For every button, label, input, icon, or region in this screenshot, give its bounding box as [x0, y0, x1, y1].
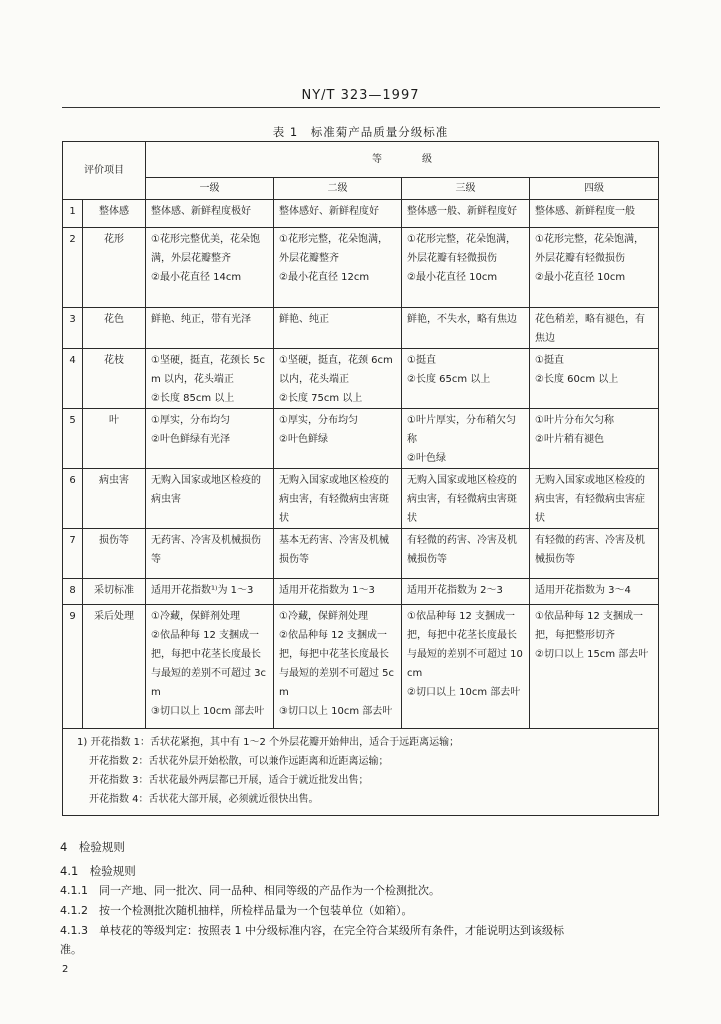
cell-text: ②切口以上 10cm 部去叶: [407, 687, 521, 698]
paragraph-4-1-3: 4.1.3 单枝花的等级判定：按照表 1 中分级标准内容，在完全符合某级所有条件，才能说明达到该级标: [60, 924, 564, 937]
table-notes: [63, 729, 659, 816]
cell-text: ①挺直: [535, 355, 564, 366]
paragraph-4-1-3-cont: 准。: [60, 943, 82, 956]
cell-text: 花色稍差，略有褪色，有焦边: [535, 314, 645, 344]
grade-4-cell: [530, 349, 659, 409]
cell-text: ③切口以上 10cm 部去叶: [151, 706, 265, 717]
grade-3-cell: [402, 469, 530, 529]
paragraph-4-1-1: 4.1.1 同一产地、同一批次、同一品种、相同等级的产品作为一个检测批次。: [60, 884, 440, 897]
grading-table: [62, 141, 659, 816]
row-item: 花枝: [83, 349, 146, 409]
cell-text: ②长度 85cm 以上: [151, 393, 235, 404]
row-number: 8: [63, 579, 83, 605]
cell-text: 适用开花指数为 3～4: [535, 585, 631, 596]
page-number: 2: [62, 964, 69, 975]
cell-text: ①依品种每 12 支捆成一把，每把中花茎长度最长与最短的差别不可超过 10cm: [407, 611, 523, 679]
row-item: 叶: [83, 409, 146, 469]
row-number: 1: [63, 200, 83, 228]
row-number: 3: [63, 308, 83, 349]
cell-text: ①花形完整，花朵饱满，外层花瓣有轻微损伤: [535, 234, 644, 264]
grade-1-cell: [146, 529, 274, 579]
table-row: [63, 308, 659, 349]
table-row: [63, 605, 659, 729]
row-number: 6: [63, 469, 83, 529]
cell-text: 整体感、新鲜程度极好: [151, 206, 251, 217]
cell-text: ①依品种每 12 支捆成一把，每把整形切齐: [535, 611, 644, 641]
paragraph-4-1-2: 4.1.2 按一个检测批次随机抽样，所检样品量为一个包装单位（如箱）。: [60, 904, 413, 917]
table-row: [63, 409, 659, 469]
grade-2-cell: [274, 228, 402, 308]
grade-3-cell: [402, 349, 530, 409]
cell-text: 适用开花指数为 1～3: [279, 585, 375, 596]
cell-text: 适用开花指数¹⁾为 1～3: [151, 585, 254, 596]
cell-text: 有轻微的药害、冷害及机械损伤等: [407, 535, 517, 565]
cell-text: ①花形完整优美，花朵饱满，外层花瓣整齐: [151, 234, 260, 264]
table-row: [63, 200, 659, 228]
grade-4-cell: [530, 605, 659, 729]
grade-4-cell: [530, 579, 659, 605]
grade-3-cell: [402, 308, 530, 349]
cell-text: ②长度 65cm 以上: [407, 374, 491, 385]
grade-2-cell: [274, 529, 402, 579]
cell-text: 鲜艳，不失水，略有焦边: [407, 314, 517, 325]
grade-1-cell: [146, 409, 274, 469]
row-item: 采切标准: [83, 579, 146, 605]
cell-text: ①花形完整，花朵饱满，外层花瓣整齐: [279, 234, 388, 264]
row-number: 5: [63, 409, 83, 469]
row-item: 采后处理: [83, 605, 146, 729]
grade-1-cell: [146, 605, 274, 729]
header-rule: [62, 107, 660, 108]
grade-4-cell: [530, 200, 659, 228]
grade-3-cell: [402, 529, 530, 579]
grade-3-header: 三级: [402, 178, 530, 200]
cell-text: ①叶片分布欠匀称: [535, 415, 614, 426]
cell-text: 适用开花指数为 2～3: [407, 585, 503, 596]
row-number: 9: [63, 605, 83, 729]
header-grade: 等 级: [146, 142, 659, 178]
grade-2-cell: [274, 349, 402, 409]
cell-text: ②长度 75cm 以上: [279, 393, 363, 404]
grade-4-cell: [530, 529, 659, 579]
cell-text: ③切口以上 10cm 部去叶: [279, 706, 393, 717]
grade-1-cell: [146, 349, 274, 409]
section-heading: 4 检验规则: [60, 840, 125, 854]
row-item: 花形: [83, 228, 146, 308]
cell-text: ②依品种每 12 支捆成一把，每把中花茎长度最长与最短的差别不可超过 5cm: [279, 630, 395, 698]
note-line: 开花指数 4：舌状花大部开展，必须就近很快出售。: [89, 794, 319, 805]
row-item: 病虫害: [83, 469, 146, 529]
table-row: [63, 579, 659, 605]
grade-4-header: 四级: [530, 178, 659, 200]
cell-text: ②最小花直径 14cm: [151, 272, 242, 283]
cell-text: 鲜艳、纯正，带有光泽: [151, 314, 251, 325]
row-number: 7: [63, 529, 83, 579]
grade-2-header: 二级: [274, 178, 402, 200]
table-row: [63, 529, 659, 579]
cell-text: 无购入国家或地区检疫的病虫害，有轻微病虫害斑状: [279, 475, 389, 524]
grade-2-cell: [274, 308, 402, 349]
cell-text: ②叶色鲜绿: [279, 434, 328, 445]
grade-1-cell: [146, 228, 274, 308]
note-line: 开花指数 2：舌状花外层开始松散，可以兼作远距离和近距离运输；: [89, 756, 389, 767]
row-number: 2: [63, 228, 83, 308]
cell-text: 整体感一般、新鲜程度好: [407, 206, 517, 217]
table-row: [63, 349, 659, 409]
cell-text: 无购入国家或地区检疫的病虫害，有轻微病虫害症状: [535, 475, 645, 524]
grade-1-cell: [146, 469, 274, 529]
row-item: 花色: [83, 308, 146, 349]
grade-2-cell: [274, 605, 402, 729]
cell-text: ①挺直: [407, 355, 436, 366]
cell-text: ②叶色绿: [407, 453, 446, 464]
cell-text: 无药害、冷害及机械损伤等: [151, 535, 261, 565]
grade-1-cell: [146, 308, 274, 349]
grade-4-cell: [530, 308, 659, 349]
grade-2-cell: [274, 469, 402, 529]
cell-text: 有轻微的药害、冷害及机械损伤等: [535, 535, 645, 565]
row-item: 整体感: [83, 200, 146, 228]
grade-4-cell: [530, 409, 659, 469]
grade-3-cell: [402, 605, 530, 729]
cell-text: ②最小花直径 10cm: [407, 272, 498, 283]
cell-text: 无购入国家或地区检疫的病虫害: [151, 475, 261, 505]
cell-text: 基本无药害、冷害及机械损伤等: [279, 535, 389, 565]
table-row: [63, 228, 659, 308]
cell-text: ①坚硬，挺直，花颈长 5cm 以内，花头端正: [151, 355, 266, 385]
cell-text: ②最小花直径 10cm: [535, 272, 626, 283]
cell-text: ①花形完整，花朵饱满，外层花瓣有轻微损伤: [407, 234, 516, 264]
grade-3-cell: [402, 228, 530, 308]
cell-text: ①叶片厚实，分布稍欠匀称: [407, 415, 516, 445]
cell-text: ①冷藏，保鲜剂处理: [279, 611, 368, 622]
grade-4-cell: [530, 228, 659, 308]
grade-4-cell: [530, 469, 659, 529]
cell-text: ②叶色鲜绿有光泽: [151, 434, 230, 445]
cell-text: ①冷藏，保鲜剂处理: [151, 611, 240, 622]
cell-text: 无购入国家或地区检疫的病虫害，有轻微病虫害斑状: [407, 475, 517, 524]
grade-1-cell: [146, 200, 274, 228]
cell-text: ②最小花直径 12cm: [279, 272, 370, 283]
note-line: 1) 开花指数 1：舌状花紧抱，其中有 1～2 个外层花瓣开始伸出，适合于远距离运输；: [77, 737, 460, 748]
standard-code: NY/T 323—1997: [301, 88, 420, 103]
table-row: [63, 469, 659, 529]
header-item: 评价项目: [63, 142, 146, 200]
cell-text: ②切口以上 15cm 部去叶: [535, 649, 649, 660]
cell-text: ②长度 60cm 以上: [535, 374, 619, 385]
grade-3-cell: [402, 200, 530, 228]
grade-1-header: 一级: [146, 178, 274, 200]
grade-3-cell: [402, 409, 530, 469]
cell-text: ①坚硬，挺直，花颈 6cm 以内，花头端正: [279, 355, 393, 385]
grade-2-cell: [274, 579, 402, 605]
cell-text: ①厚实，分布均匀: [151, 415, 230, 426]
cell-text: ②叶片稍有褪色: [535, 434, 604, 445]
row-number: 4: [63, 349, 83, 409]
cell-text: 鲜艳、纯正: [279, 314, 329, 325]
table-caption: 表 1 标准菊产品质量分级标准: [272, 125, 449, 139]
grade-2-cell: [274, 409, 402, 469]
cell-text: 整体感、新鲜程度一般: [535, 206, 635, 217]
grade-1-cell: [146, 579, 274, 605]
subsection-heading: 4.1 检验规则: [60, 864, 136, 878]
cell-text: 整体感好、新鲜程度好: [279, 206, 379, 217]
cell-text: ②依品种每 12 支捆成一把，每把中花茎长度最长与最短的差别不可超过 3cm: [151, 630, 267, 698]
cell-text: ①厚实，分布均匀: [279, 415, 358, 426]
row-item: 损伤等: [83, 529, 146, 579]
grade-2-cell: [274, 200, 402, 228]
note-line: 开花指数 3：舌状花最外两层都已开展，适合于就近批发出售；: [89, 775, 369, 786]
grade-3-cell: [402, 579, 530, 605]
